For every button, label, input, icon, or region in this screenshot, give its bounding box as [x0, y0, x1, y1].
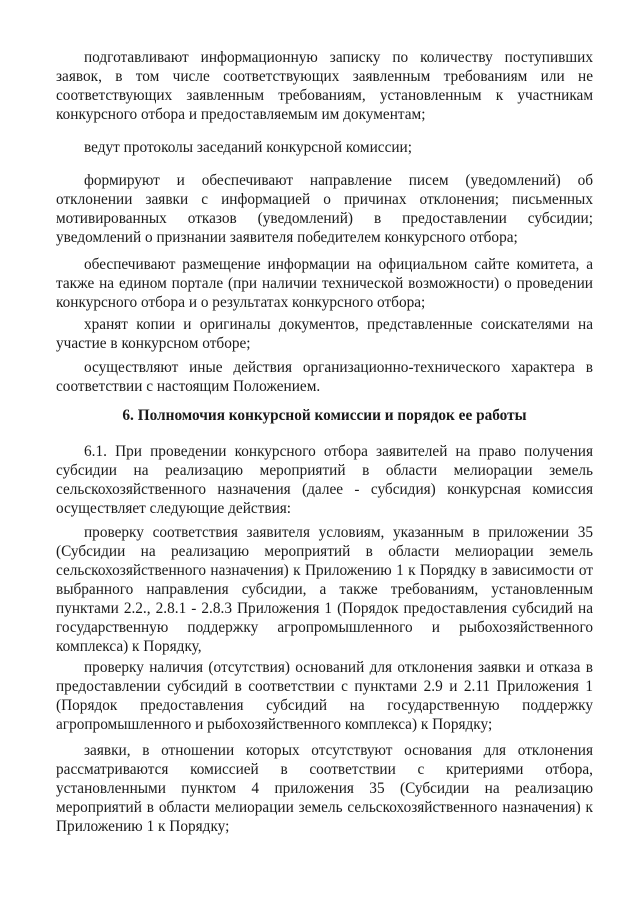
section-heading: 6. Полномочия конкурсной комиссии и порядок ее работы [122, 407, 527, 424]
paragraph: проверку соответствия заявителя условиям, указанным в приложении 35 (Субсидии на реализацию мероприятий в области мелиорации земель сельскохозяйственного назначения) к Приложению 1 к Порядку в зависимости от выбранного направления субсидии, а также требованиям, установленным пунктами 2.2., 2.8.1 - 2.8.3 Приложения 1 (Порядок предоставления субсидий на государственную поддержку агропромышленного и рыбохозяйственного комплекса) к Порядку, [56, 524, 593, 655]
paragraph: ведут протоколы заседаний конкурсной комиссии; [84, 139, 412, 156]
paragraph: хранят копии и оригиналы документов, представленные соискателями на участие в конкурсном отборе; [56, 316, 593, 352]
paragraph: обеспечивают размещение информации на официальном сайте комитета, а также на едином портале (при наличии технической возможности) о проведении конкурсного отбора и о результатах конкурсного отбора; [56, 256, 593, 311]
paragraph: формируют и обеспечивают направление писем (уведомлений) об отклонении заявки с информацией о причинах отклонения; письменных мотивированных отказов (уведомлений) в предоставлении субсидии; уведомлений о признании заявителя победителем конкурсного отбора; [56, 172, 593, 246]
paragraph: подготавливают информационную записку по количеству поступивших заявок, в том числе соответствующих заявленным требованиям или не соответствующих заявленным требованиям, установленным к участникам конкурсного отбора и предоставляемым им документам; [56, 49, 593, 123]
paragraph: 6.1. При проведении конкурсного отбора заявителей на право получения субсидии на реализацию мероприятий в области мелиорации земель сельскохозяйственного назначения (далее - субсидия) конкурсная комиссия осуществляет следующие действия: [56, 443, 593, 517]
paragraph: заявки, в отношении которых отсутствуют основания для отклонения рассматриваются комиссией в соответствии с критериями отбора, установленными пунктом 4 приложения 35 (Субсидии на реализацию мероприятий в области мелиорации земель сельскохозяйственного назначения) к Приложению 1 к Порядку; [56, 742, 593, 835]
paragraph: проверку наличия (отсутствия) оснований для отклонения заявки и отказа в предоставлении субсидий в соответствии с пунктами 2.9 и 2.11 Приложения 1 (Порядок предоставления субсидий на государственную поддержку агропромышленного и рыбохозяйственного комплекса) к Порядку; [56, 659, 593, 733]
paragraph: осуществляют иные действия организационно-технического характера в соответствии с настоящим Положением. [56, 359, 593, 395]
